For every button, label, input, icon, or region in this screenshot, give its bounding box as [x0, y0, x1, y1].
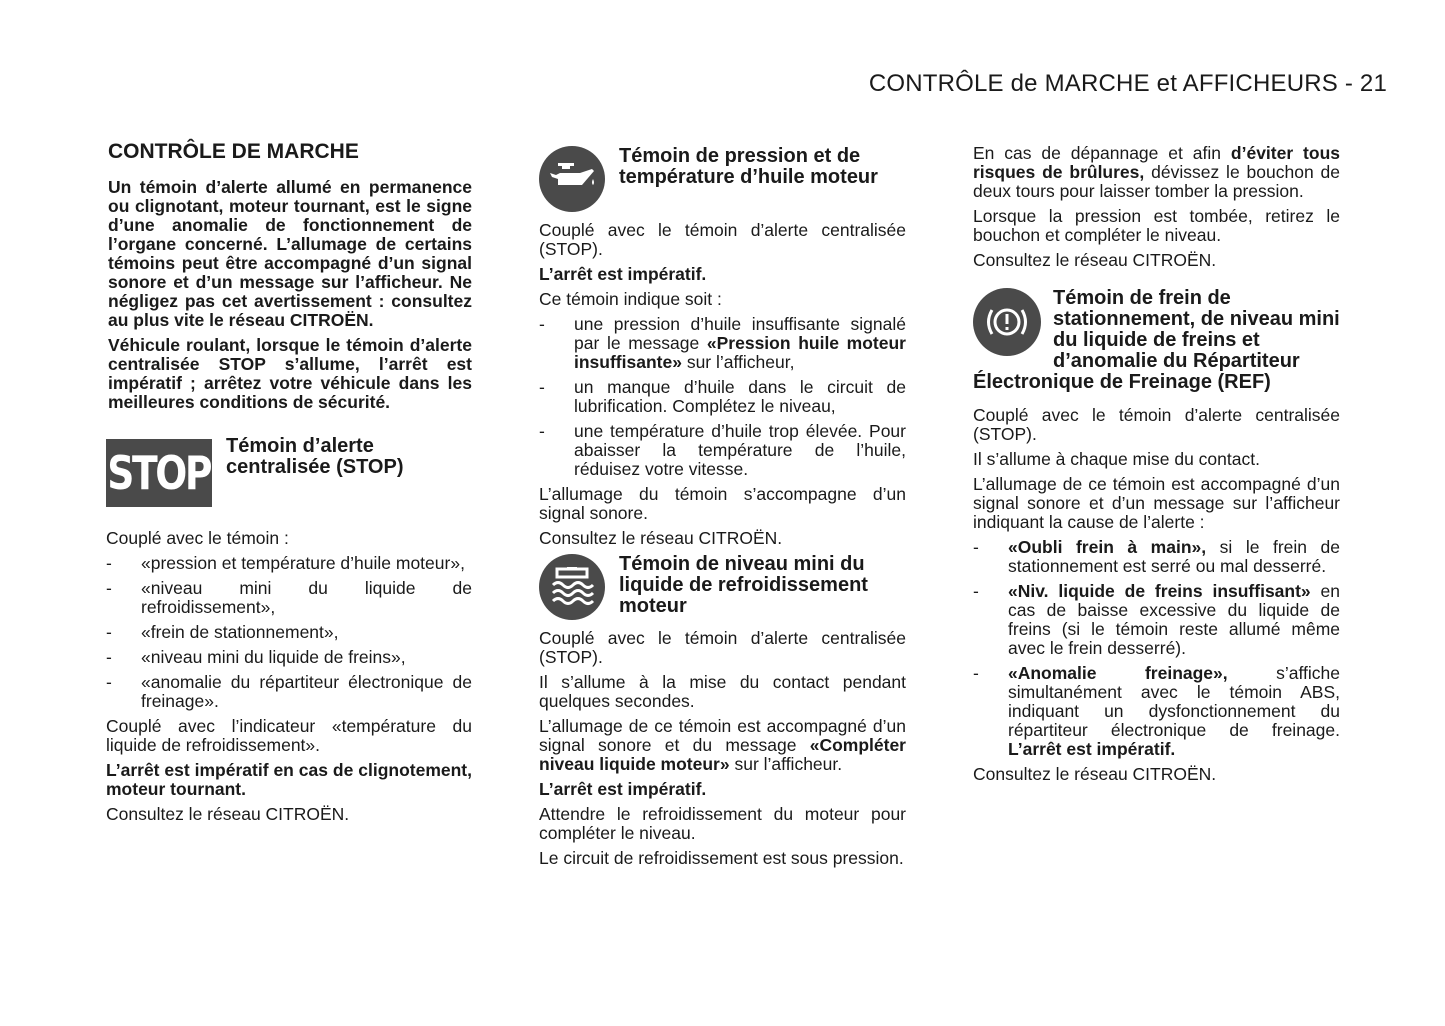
intro-warning: Un témoin d’alerte allumé en permanence ou clignotant, moteur tournant, est le signe d’une anomalie de fonctionnement de l’organe concerné. L’allumage de certains témoins peut être accompagné d’un signal sonore et d’un message sur l’afficheur. Ne négligez pas cet avertissement : consultez au plus vite le réseau CITROËN.	[108, 177, 472, 330]
coupled-text: Couplé avec le témoin :	[106, 528, 289, 548]
oil-title: Témoin de pression et de température d’huile moteur	[619, 145, 878, 188]
column-1	[106, 140, 472, 830]
column-3	[973, 144, 1340, 790]
oil-indicates: Ce témoin indique soit :	[539, 289, 722, 309]
brake-message: L’allumage de ce témoin est accompagné d’un signal sonore et d’un message sur l’afficheur indiquant la cause de l’alerte :	[973, 474, 1340, 532]
coolant-wait: Attendre le refroidissement du moteur pour compléter le niveau.	[539, 804, 906, 843]
list-item: - «frein de stationnement»,	[106, 623, 472, 642]
oil-stop-required: L’arrêt est impératif.	[539, 264, 707, 284]
coolant-stop-required: L’arrêt est impératif.	[539, 779, 707, 799]
brake-block-header	[973, 288, 1340, 393]
list-item: - «niveau mini du liquide de freins»,	[106, 648, 472, 667]
stop-title: Témoin d’alerte centralisée (STOP)	[226, 435, 404, 478]
list-item: - «Anomalie freinage», s’affiche simultanément avec le témoin ABS, indiquant un dysfonctionnement du répartiteur électronique de freinage. L’arrêt est impératif.	[973, 664, 1340, 759]
coolant-message: L’allumage de ce témoin est accompagné d’un signal sonore et du message «Compléter niveau liquide moteur» sur l’afficheur.	[539, 716, 906, 774]
blinking-warning: L’arrêt est impératif en cas de clignotement, moteur tournant.	[106, 760, 472, 799]
list-item: - une température d’huile trop élevée. Pour abaisser la température de l’huile, réduisez votre vitesse.	[539, 422, 906, 479]
page-header: CONTRÔLE de MARCHE et AFFICHEURS - 21	[868, 70, 1387, 97]
consult-text: Consultez le réseau CITROËN.	[973, 250, 1217, 270]
stop-block-header	[106, 435, 472, 507]
coupled-list	[106, 554, 472, 711]
cap-text: Lorsque la pression est tombée, retirez le bouchon et compléter le niveau.	[973, 206, 1340, 245]
brake-coupled: Couplé avec le témoin d’alerte centralisée (STOP).	[973, 405, 1340, 444]
list-item: - un manque d’huile dans le circuit de lubrification. Complétez le niveau,	[539, 378, 906, 416]
coolant-block-header	[539, 554, 906, 620]
stop-icon-label: STOP	[107, 445, 211, 500]
list-item: - «anomalie du répartiteur électronique de freinage».	[106, 673, 472, 711]
coolant-pressure: Le circuit de refroidissement est sous pression.	[539, 848, 904, 868]
oil-block-header	[539, 146, 906, 212]
coolant-coupled: Couplé avec le témoin d’alerte centralisée (STOP).	[539, 628, 906, 667]
coolant-icon	[539, 554, 605, 620]
list-item: - «Niv. liquide de freins insuffisant» en cas de baisse excessive du liquide de freins (si le témoin reste allumé même avec le frein desserré).	[973, 582, 1340, 658]
coolant-title: Témoin de niveau mini du liquide de refroidissement moteur	[619, 553, 868, 617]
section-heading: CONTRÔLE DE MARCHE	[108, 140, 359, 163]
indicator-text: Couplé avec l’indicateur «température du liquide de refroidissement».	[106, 716, 472, 755]
repair-text: En cas de dépannage et afin d’éviter tous risques de brûlures, dévissez le bouchon de deux tours pour laisser tomber la pression.	[973, 143, 1340, 201]
column-2	[539, 146, 906, 874]
stop-warning-icon	[106, 439, 212, 507]
list-item: - «niveau mini du liquide de refroidissement»,	[106, 579, 472, 617]
brake-title: Témoin de frein de stationnement, de niveau mini du liquide de freins et d’anomalie du Répartiteur Électronique de Freinage (REF)	[973, 288, 1340, 393]
list-item: - une pression d’huile insuffisante signalé par le message «Pression huile moteur insuffisante» sur l’afficheur,	[539, 315, 906, 372]
brake-list	[973, 538, 1340, 759]
intro-stop-warning: Véhicule roulant, lorsque le témoin d’alerte centralisée STOP s’allume, l’arrêt est impératif ; arrêtez votre véhicule dans les meilleures conditions de sécurité.	[108, 335, 472, 412]
consult-text: Consultez le réseau CITROËN.	[106, 804, 350, 824]
list-item: - «Oubli frein à main», si le frein de stationnement est serré ou mal desserré.	[973, 538, 1340, 576]
brake-warning-icon	[973, 288, 1041, 356]
brake-ignition: Il s’allume à chaque mise du contact.	[973, 449, 1260, 469]
oil-list	[539, 315, 906, 479]
oil-sound: L’allumage du témoin s’accompagne d’un signal sonore.	[539, 484, 906, 523]
oil-coupled: Couplé avec le témoin d’alerte centralisée (STOP).	[539, 220, 906, 259]
brake-consult: Consultez le réseau CITROËN.	[973, 764, 1217, 784]
oil-consult: Consultez le réseau CITROËN.	[539, 528, 783, 548]
oil-can-icon	[539, 146, 605, 212]
list-item: - «pression et température d’huile moteur»,	[106, 554, 472, 573]
coolant-ignition: Il s’allume à la mise du contact pendant quelques secondes.	[539, 672, 906, 711]
